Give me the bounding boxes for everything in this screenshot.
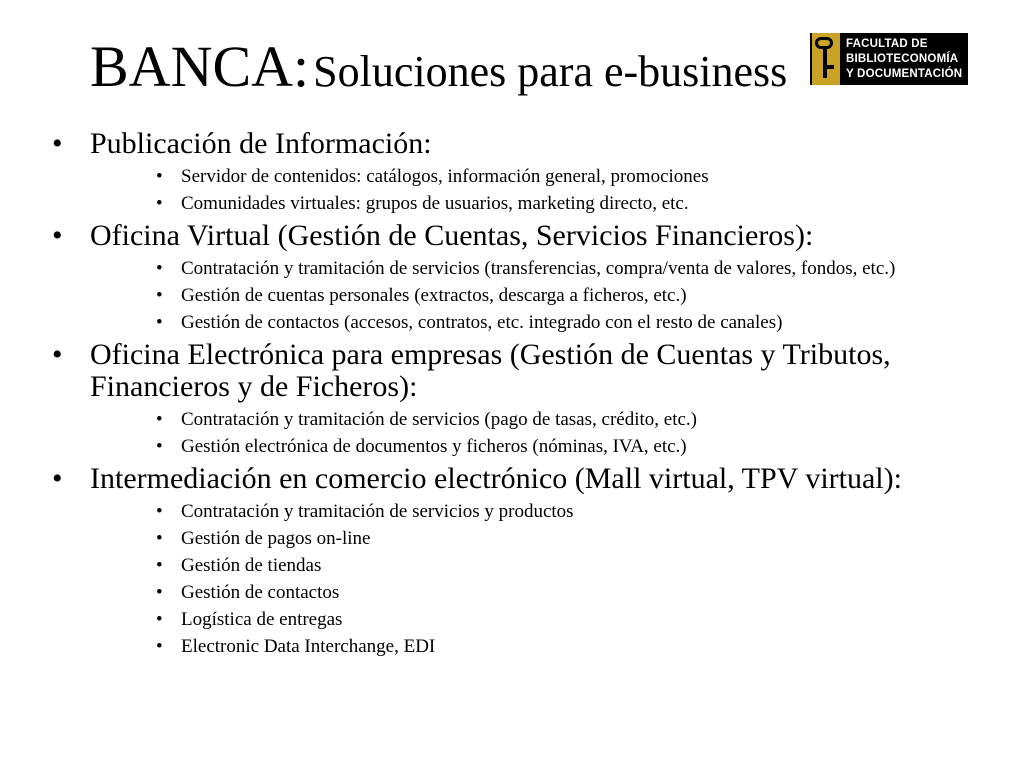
bullet-sub: • Contratación y tramitación de servicios (transferencias, compra/venta de valores, fondos, etc.): [50, 258, 991, 279]
slide-title-sub: Soluciones para e-business: [313, 47, 788, 96]
bullet-sub: • Gestión de cuentas personales (extractos, descarga a ficheros, etc.): [50, 285, 991, 306]
bullet-sub: • Gestión de contactos (accesos, contratos, etc. integrado con el resto de canales): [50, 312, 991, 333]
logo-line: BIBLIOTECONOMÍA: [846, 52, 959, 65]
list-item: [50, 128, 1000, 214]
key-icon: [812, 33, 840, 85]
sub-bullet-list: [50, 258, 1000, 333]
bullet-main: • Oficina Electrónica para empresas (Gestión de Cuentas y Tributos, Financieros y de Ficheros):: [50, 339, 1000, 403]
bullet-sub: • Comunidades virtuales: grupos de usuarios, marketing directo, etc.: [50, 193, 991, 214]
logo-line: Y DOCUMENTACIÓN: [846, 67, 963, 80]
bullet-sub: • Gestión de pagos on-line: [50, 528, 991, 549]
list-item: [50, 339, 1000, 457]
bullet-sub: • Servidor de contenidos: catálogos, información general, promociones: [50, 166, 991, 187]
sub-bullet-list: [50, 409, 1000, 457]
logo-text: [846, 37, 962, 82]
bullet-sub: • Logística de entregas: [50, 609, 991, 630]
faculty-logo: [810, 33, 968, 85]
bullet-list: [50, 122, 1000, 663]
sub-bullet-list: [50, 501, 1000, 657]
slide-title: [90, 34, 788, 99]
bullet-main: • Intermediación en comercio electrónico (Mall virtual, TPV virtual):: [50, 463, 1000, 495]
list-item: [50, 463, 1000, 657]
bullet-sub: • Contratación y tramitación de servicios (pago de tasas, crédito, etc.): [50, 409, 991, 430]
list-item: [50, 220, 1000, 333]
logo-line: FACULTAD DE: [846, 37, 928, 50]
bullet-sub: • Gestión de contactos: [50, 582, 991, 603]
sub-bullet-list: [50, 166, 1000, 214]
slide-title-main: BANCA:: [90, 34, 310, 99]
bullet-main: • Oficina Virtual (Gestión de Cuentas, Servicios Financieros):: [50, 220, 1000, 252]
bullet-sub: • Gestión electrónica de documentos y ficheros (nóminas, IVA, etc.): [50, 436, 991, 457]
bullet-sub: • Electronic Data Interchange, EDI: [50, 636, 991, 657]
bullet-main: • Publicación de Información:: [50, 128, 1000, 160]
bullet-sub: • Contratación y tramitación de servicios y productos: [50, 501, 991, 522]
bullet-sub: • Gestión de tiendas: [50, 555, 991, 576]
